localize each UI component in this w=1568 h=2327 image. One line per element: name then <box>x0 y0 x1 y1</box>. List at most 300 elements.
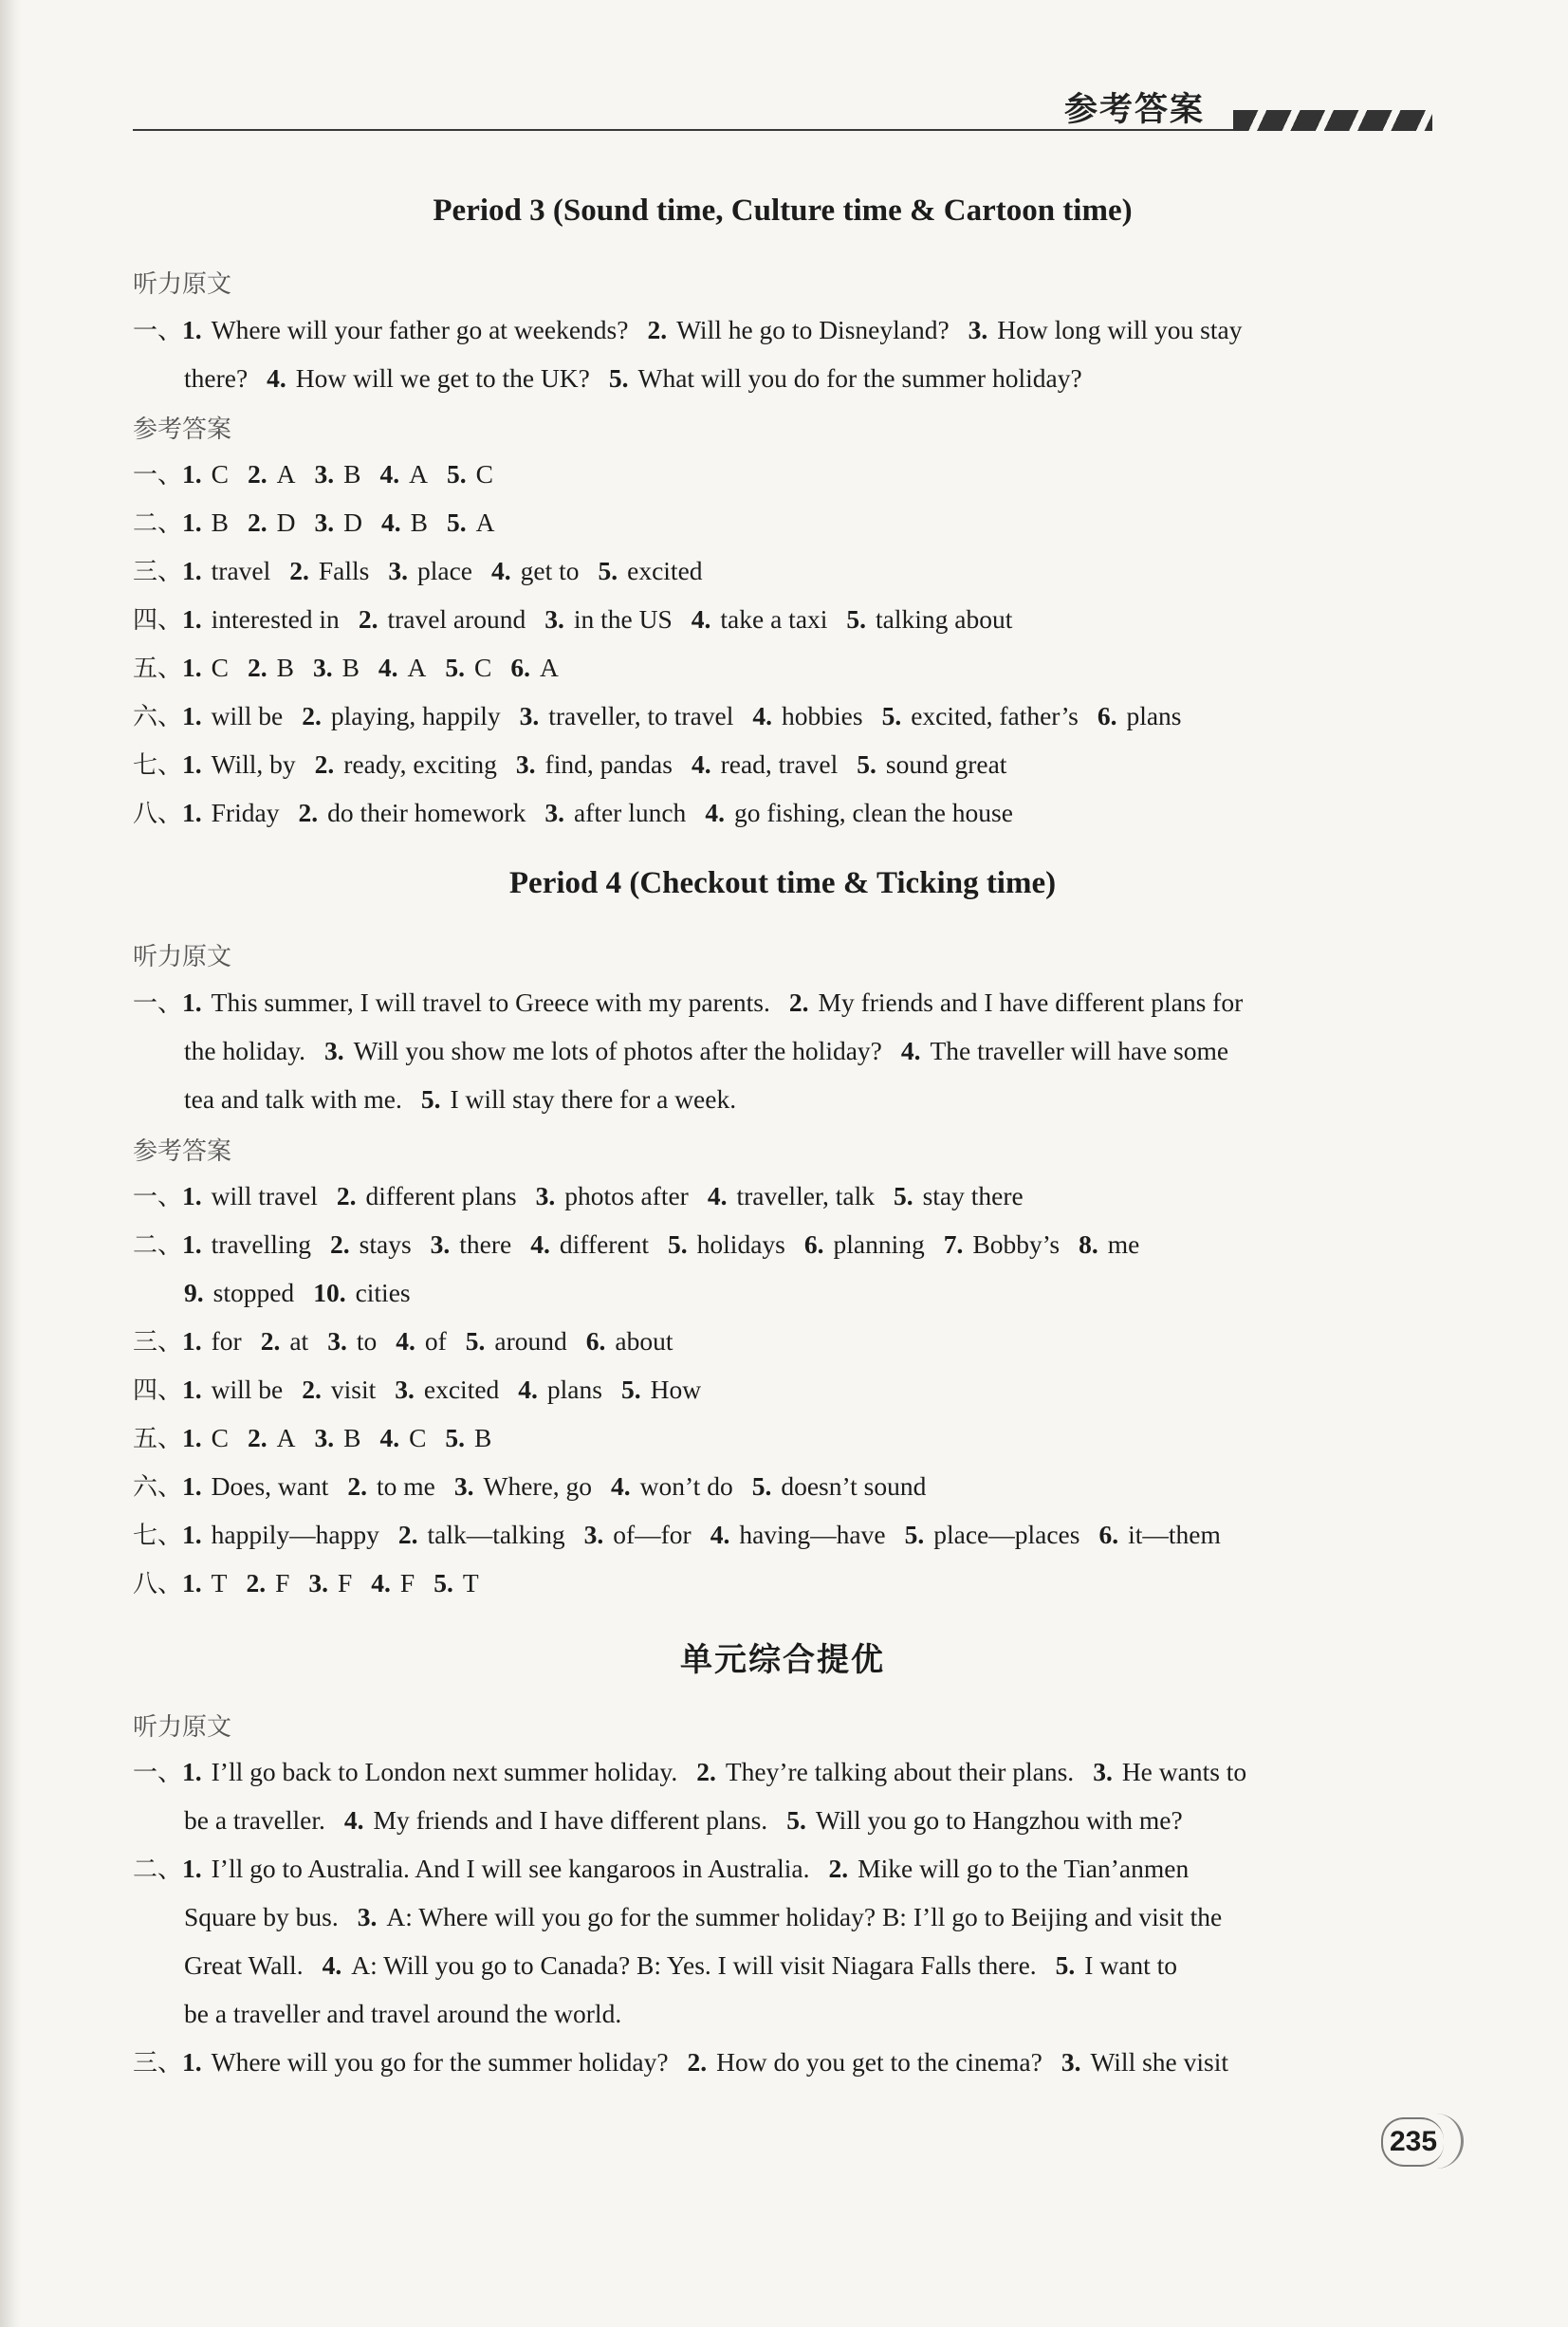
item-text: me <box>1107 1229 1140 1259</box>
numbered-item <box>379 1423 426 1452</box>
text-row <box>184 1086 755 1113</box>
item-text: A: Where will you go for the summer holiday? B: I’ll go to Beijing and visit the <box>386 1902 1223 1931</box>
answer-row <box>184 1280 430 1306</box>
item-text: D <box>276 508 296 537</box>
question-group-prefix: 一、 <box>133 1759 183 1787</box>
item-number: 5. <box>846 604 867 634</box>
item-text: different plans <box>365 1181 517 1210</box>
item-text: of—for <box>613 1520 692 1549</box>
item-number: 4. <box>752 701 772 730</box>
numbered-item <box>182 1757 677 1786</box>
numbered-item <box>421 1084 736 1114</box>
text-row <box>133 2049 1247 2076</box>
item-number: 4. <box>710 1520 730 1549</box>
numbered-item <box>530 1229 649 1259</box>
item-number: 2. <box>687 2047 708 2077</box>
item-text: stay there <box>922 1181 1024 1210</box>
item-number: 3. <box>324 1036 344 1065</box>
item-text: do their homework <box>327 798 526 827</box>
item-number: 4. <box>379 1423 400 1452</box>
item-number: 9. <box>184 1278 204 1307</box>
item-text: B <box>343 459 361 489</box>
numbered-item <box>182 1181 318 1210</box>
numbered-item <box>248 508 296 537</box>
item-number: 1. <box>182 508 202 537</box>
item-text: interested in <box>211 604 340 634</box>
item-number: 4. <box>322 1950 342 1980</box>
item-number: 4. <box>691 604 711 634</box>
item-number: 5. <box>1055 1950 1076 1980</box>
item-number: 10. <box>313 1278 346 1307</box>
numbered-item <box>846 604 1012 634</box>
item-text: for <box>211 1326 242 1356</box>
numbered-item <box>298 798 526 827</box>
item-text: plans <box>1126 701 1182 730</box>
item-text: find, pandas <box>544 749 673 779</box>
item-text: He wants to <box>1121 1757 1247 1786</box>
item-number: 3. <box>388 556 408 585</box>
question-group-prefix: 七、 <box>133 1522 183 1550</box>
numbered-item <box>313 653 360 682</box>
numbered-item <box>182 1326 242 1356</box>
item-number: 1. <box>182 1181 202 1210</box>
numbered-item <box>184 1084 402 1114</box>
item-text: talking about <box>876 604 1013 634</box>
text-row <box>184 1807 1202 1834</box>
numbered-item <box>544 604 673 634</box>
numbered-item <box>584 1520 692 1549</box>
numbered-item <box>609 363 1082 393</box>
numbered-item <box>182 1854 810 1883</box>
item-number: 2. <box>314 749 335 779</box>
numbered-item <box>692 749 838 779</box>
numbered-item <box>184 1902 339 1931</box>
numbered-item <box>381 508 428 537</box>
item-text: to me <box>377 1471 435 1501</box>
numbered-item <box>182 604 340 634</box>
numbered-item <box>586 1326 673 1356</box>
item-text: C <box>474 653 492 682</box>
item-number: 3. <box>314 1423 335 1452</box>
item-text: I’ll go back to London next summer holiday. <box>211 1757 678 1786</box>
answer-row <box>133 1570 498 1597</box>
item-number: 5. <box>608 363 629 393</box>
numbered-item <box>182 798 279 827</box>
question-group-prefix: 六、 <box>133 703 183 731</box>
answer-row <box>133 1231 1158 1258</box>
item-number: 6. <box>803 1229 824 1259</box>
item-number: 1. <box>182 1471 202 1501</box>
item-number: 4. <box>380 508 401 537</box>
item-number: 1. <box>182 988 202 1017</box>
item-number: 3. <box>357 1902 378 1931</box>
item-number: 2. <box>298 798 319 827</box>
item-number: 3. <box>312 653 333 682</box>
item-text: tea and talk with me. <box>184 1084 402 1114</box>
numbered-item <box>246 1568 289 1598</box>
item-number: 7. <box>943 1229 964 1259</box>
numbered-item <box>1061 2047 1228 2077</box>
numbered-item <box>445 653 491 682</box>
item-text: T <box>462 1568 479 1598</box>
numbered-item <box>829 1854 1190 1883</box>
numbered-item <box>182 315 628 344</box>
answer-row <box>133 703 1201 729</box>
answer-row <box>133 751 1025 778</box>
item-text: C <box>409 1423 427 1452</box>
numbered-item <box>302 701 500 730</box>
header-stripes-decoration <box>1233 110 1432 131</box>
numbered-item <box>330 1229 412 1259</box>
numbered-item <box>396 1326 447 1356</box>
item-text: I will stay there for a week. <box>450 1084 737 1114</box>
numbered-item <box>182 556 270 585</box>
numbered-item <box>647 315 949 344</box>
item-text: travel around <box>387 604 526 634</box>
numbered-item <box>184 1950 304 1980</box>
item-number: 1. <box>182 798 202 827</box>
item-text: of <box>424 1326 447 1356</box>
numbered-item <box>337 1181 517 1210</box>
question-group-prefix: 三、 <box>133 558 183 586</box>
item-number: 1. <box>182 1375 202 1404</box>
numbered-item <box>395 1375 499 1404</box>
item-text: take a taxi <box>720 604 828 634</box>
item-number: 4. <box>611 1471 631 1501</box>
numbered-item <box>1093 1757 1246 1786</box>
numbered-item <box>789 988 1243 1017</box>
question-group-prefix: 五、 <box>133 1425 183 1453</box>
numbered-item <box>1098 701 1182 730</box>
numbered-item <box>344 1805 767 1835</box>
item-number: 1. <box>182 749 202 779</box>
item-text: traveller, to travel <box>548 701 734 730</box>
numbered-item <box>398 1520 565 1549</box>
item-number: 2. <box>358 604 378 634</box>
item-text: to <box>356 1326 378 1356</box>
item-text: Great Wall. <box>184 1950 304 1980</box>
item-text: travel <box>211 556 271 585</box>
item-number: 2. <box>302 1375 322 1404</box>
item-text: Mike will go to the Tian’anmen <box>858 1854 1190 1883</box>
item-number: 3. <box>395 1375 415 1404</box>
numbered-item <box>696 1757 1074 1786</box>
item-text: C <box>475 459 493 489</box>
item-number: 1. <box>182 1854 202 1883</box>
text-row <box>133 1856 1208 1882</box>
answer-row <box>133 1328 692 1355</box>
answer-row <box>133 461 512 488</box>
question-group-prefix: 一、 <box>133 1183 183 1211</box>
item-number: 1. <box>182 604 202 634</box>
item-number: 5. <box>465 1326 486 1356</box>
item-text: What will you do for the summer holiday? <box>637 363 1082 393</box>
item-number: 2. <box>289 556 309 585</box>
numbered-item <box>267 363 590 393</box>
numbered-item <box>182 1229 311 1259</box>
item-number: 5. <box>598 556 618 585</box>
text-row <box>184 365 1101 392</box>
item-number: 3. <box>314 459 335 489</box>
item-text: C <box>211 653 229 682</box>
item-number: 3. <box>519 701 540 730</box>
numbered-item <box>308 1568 352 1598</box>
item-number: 4. <box>900 1036 921 1065</box>
section-title-period-4: Period 4 (Checkout time & Ticking time) <box>508 866 1057 900</box>
item-number: 3. <box>314 508 335 537</box>
numbered-item <box>611 1471 733 1501</box>
item-number: 2. <box>246 1568 267 1598</box>
numbered-item <box>327 1326 377 1356</box>
item-text: ready, exciting <box>343 749 497 779</box>
item-number: 5. <box>881 701 902 730</box>
item-number: 3. <box>583 1520 604 1549</box>
item-number: 3. <box>1061 2047 1081 2077</box>
numbered-item <box>182 508 229 537</box>
item-number: 1. <box>182 556 202 585</box>
item-text: D <box>343 508 362 537</box>
item-text: hobbies <box>782 701 863 730</box>
numbered-item <box>182 1520 379 1549</box>
item-text: How do you get to the cinema? <box>716 2047 1042 2077</box>
numbered-item <box>289 556 369 585</box>
item-text: playing, happily <box>330 701 501 730</box>
question-group-prefix: 二、 <box>133 1231 183 1260</box>
text-row <box>133 989 1262 1016</box>
question-group-prefix: 一、 <box>133 461 183 489</box>
item-number: 4. <box>379 459 400 489</box>
item-number: 3. <box>327 1326 347 1356</box>
item-number: 3. <box>544 604 564 634</box>
numbered-item <box>894 1181 1024 1210</box>
item-text: photos after <box>564 1181 689 1210</box>
numbered-item <box>510 653 559 682</box>
item-text: place—places <box>933 1520 1080 1549</box>
question-group-prefix: 七、 <box>133 751 183 780</box>
answer-row <box>133 1376 720 1403</box>
item-text: at <box>289 1326 309 1356</box>
listening-label: 听力原文 <box>133 943 232 971</box>
item-number: 5. <box>446 508 467 537</box>
numbered-item <box>359 604 526 634</box>
item-text: F <box>338 1568 353 1598</box>
item-text: travelling <box>211 1229 312 1259</box>
answer-label: 参考答案 <box>133 416 232 444</box>
item-number: 5. <box>786 1805 806 1835</box>
item-text: How will we get to the UK? <box>295 363 590 393</box>
item-number: 3. <box>430 1229 451 1259</box>
item-number: 5. <box>857 749 876 779</box>
page-number: 235 <box>1381 2117 1444 2167</box>
item-text: A: Will you go to Canada? B: Yes. I will visit Niagara Falls there. <box>351 1950 1037 1980</box>
item-text: will travel <box>211 1181 318 1210</box>
item-text: This summer, I will travel to Greece with my parents. <box>211 988 770 1017</box>
item-number: 2. <box>247 459 267 489</box>
item-text: C <box>211 1423 229 1452</box>
numbered-item <box>184 1036 305 1065</box>
numbered-item <box>182 2047 669 2077</box>
item-number: 5. <box>434 1568 453 1598</box>
answer-row <box>133 1473 945 1500</box>
item-text: Will she visit <box>1090 2047 1228 2077</box>
item-number: 3. <box>535 1181 556 1210</box>
item-text: B <box>276 653 294 682</box>
numbered-item <box>752 1471 927 1501</box>
item-number: 4. <box>491 556 511 585</box>
item-text: How <box>650 1375 702 1404</box>
item-number: 2. <box>247 653 267 682</box>
numbered-item <box>944 1229 1060 1259</box>
question-group-prefix: 六、 <box>133 1473 183 1502</box>
item-number: 1. <box>182 1326 202 1356</box>
item-text: Will you show me lots of photos after the holiday? <box>353 1036 882 1065</box>
numbered-item <box>434 1568 478 1598</box>
question-group-prefix: 三、 <box>133 1328 183 1357</box>
item-text: be a traveller. <box>184 1805 325 1835</box>
item-number: 2. <box>397 1520 418 1549</box>
item-text: around <box>494 1326 567 1356</box>
item-text: Bobby’s <box>972 1229 1061 1259</box>
item-text: place <box>416 556 472 585</box>
item-text: sound great <box>885 749 1007 779</box>
item-text: cities <box>355 1278 411 1307</box>
item-text: They’re talking about their plans. <box>725 1757 1075 1786</box>
item-text: Where will your father go at weekends? <box>211 315 629 344</box>
numbered-item <box>447 508 495 537</box>
numbered-item <box>445 1423 491 1452</box>
item-text: C <box>211 459 229 489</box>
item-number: 2. <box>347 1471 367 1501</box>
item-text: happily—happy <box>211 1520 379 1549</box>
item-text: B <box>474 1423 492 1452</box>
item-number: 5. <box>446 459 467 489</box>
numbered-item <box>901 1036 1228 1065</box>
item-number: 5. <box>668 1229 688 1259</box>
numbered-item <box>599 556 703 585</box>
item-text: Where, go <box>483 1471 593 1501</box>
question-group-prefix: 一、 <box>133 317 183 345</box>
item-number: 5. <box>420 1084 441 1114</box>
item-number: 2. <box>696 1757 716 1786</box>
item-text: A <box>276 1423 296 1452</box>
numbered-item <box>184 363 248 393</box>
numbered-item <box>182 701 283 730</box>
item-text: there <box>459 1229 512 1259</box>
item-text: A <box>276 459 296 489</box>
item-text: T <box>211 1568 228 1598</box>
item-text: get to <box>520 556 580 585</box>
item-text: stopped <box>212 1278 295 1307</box>
item-text: having—have <box>739 1520 886 1549</box>
numbered-item <box>314 508 362 537</box>
numbered-item <box>708 1181 875 1210</box>
numbered-item <box>447 459 493 489</box>
item-number: 3. <box>544 798 564 827</box>
answer-row <box>133 655 578 681</box>
text-row <box>184 1952 1196 1979</box>
text-row <box>184 2001 640 2027</box>
numbered-item <box>378 653 427 682</box>
numbered-item <box>466 1326 567 1356</box>
item-text: A <box>407 653 427 682</box>
numbered-item <box>518 1375 602 1404</box>
item-text: it—them <box>1128 1520 1221 1549</box>
question-group-prefix: 二、 <box>133 1856 183 1884</box>
answer-row <box>133 1183 1042 1210</box>
item-number: 1. <box>182 1568 202 1598</box>
numbered-item <box>184 1999 621 2028</box>
numbered-item <box>752 701 862 730</box>
item-number: 2. <box>647 315 668 344</box>
item-number: 6. <box>585 1326 606 1356</box>
numbered-item <box>182 1375 283 1404</box>
question-group-prefix: 八、 <box>133 800 183 828</box>
question-group-prefix: 三、 <box>133 2049 183 2078</box>
item-number: 2. <box>302 701 322 730</box>
item-number: 1. <box>182 701 202 730</box>
item-number: 4. <box>371 1568 391 1598</box>
item-text: will be <box>211 701 284 730</box>
item-text: go fishing, clean the house <box>733 798 1013 827</box>
item-text: different <box>559 1229 650 1259</box>
header-rule <box>133 129 1233 131</box>
numbered-item <box>544 798 686 827</box>
item-text: plans <box>546 1375 602 1404</box>
item-text: in the US <box>573 604 673 634</box>
listening-label: 听力原文 <box>133 270 232 299</box>
answer-label: 参考答案 <box>133 1137 232 1166</box>
numbered-item <box>1079 1229 1139 1259</box>
question-group-prefix: 五、 <box>133 655 183 683</box>
item-number: 8. <box>1079 1229 1098 1259</box>
numbered-item <box>516 749 673 779</box>
numbered-item <box>1098 1520 1220 1549</box>
numbered-item <box>705 798 1013 827</box>
item-text: traveller, talk <box>736 1181 875 1210</box>
item-text: stays <box>359 1229 412 1259</box>
item-text: the holiday. <box>184 1036 306 1065</box>
item-text: Where will you go for the summer holiday? <box>211 2047 669 2077</box>
numbered-item <box>786 1805 1183 1835</box>
numbered-item <box>710 1520 886 1549</box>
item-number: 4. <box>707 1181 728 1210</box>
question-group-prefix: 四、 <box>133 1376 183 1405</box>
item-number: 4. <box>396 1326 415 1356</box>
book-spine-shadow <box>0 0 21 2327</box>
item-text: Does, want <box>211 1471 329 1501</box>
numbered-item <box>804 1229 925 1259</box>
item-text: will be <box>211 1375 284 1404</box>
item-text: B <box>341 653 360 682</box>
numbered-item <box>184 1805 325 1835</box>
item-number: 6. <box>1097 701 1117 730</box>
item-text: B <box>211 508 229 537</box>
item-text: excited, father’s <box>911 701 1079 730</box>
item-text: A <box>409 459 428 489</box>
item-number: 4. <box>267 363 286 393</box>
numbered-item <box>668 1229 785 1259</box>
item-number: 4. <box>691 749 711 779</box>
numbered-item <box>882 701 1079 730</box>
item-text: talk—talking <box>427 1520 565 1549</box>
item-text: doesn’t sound <box>781 1471 927 1501</box>
item-number: 1. <box>182 1423 202 1452</box>
item-number: 5. <box>904 1520 925 1549</box>
item-number: 1. <box>182 1757 202 1786</box>
numbered-item <box>520 701 734 730</box>
item-number: 2. <box>330 1229 350 1259</box>
item-number: 1. <box>182 459 202 489</box>
